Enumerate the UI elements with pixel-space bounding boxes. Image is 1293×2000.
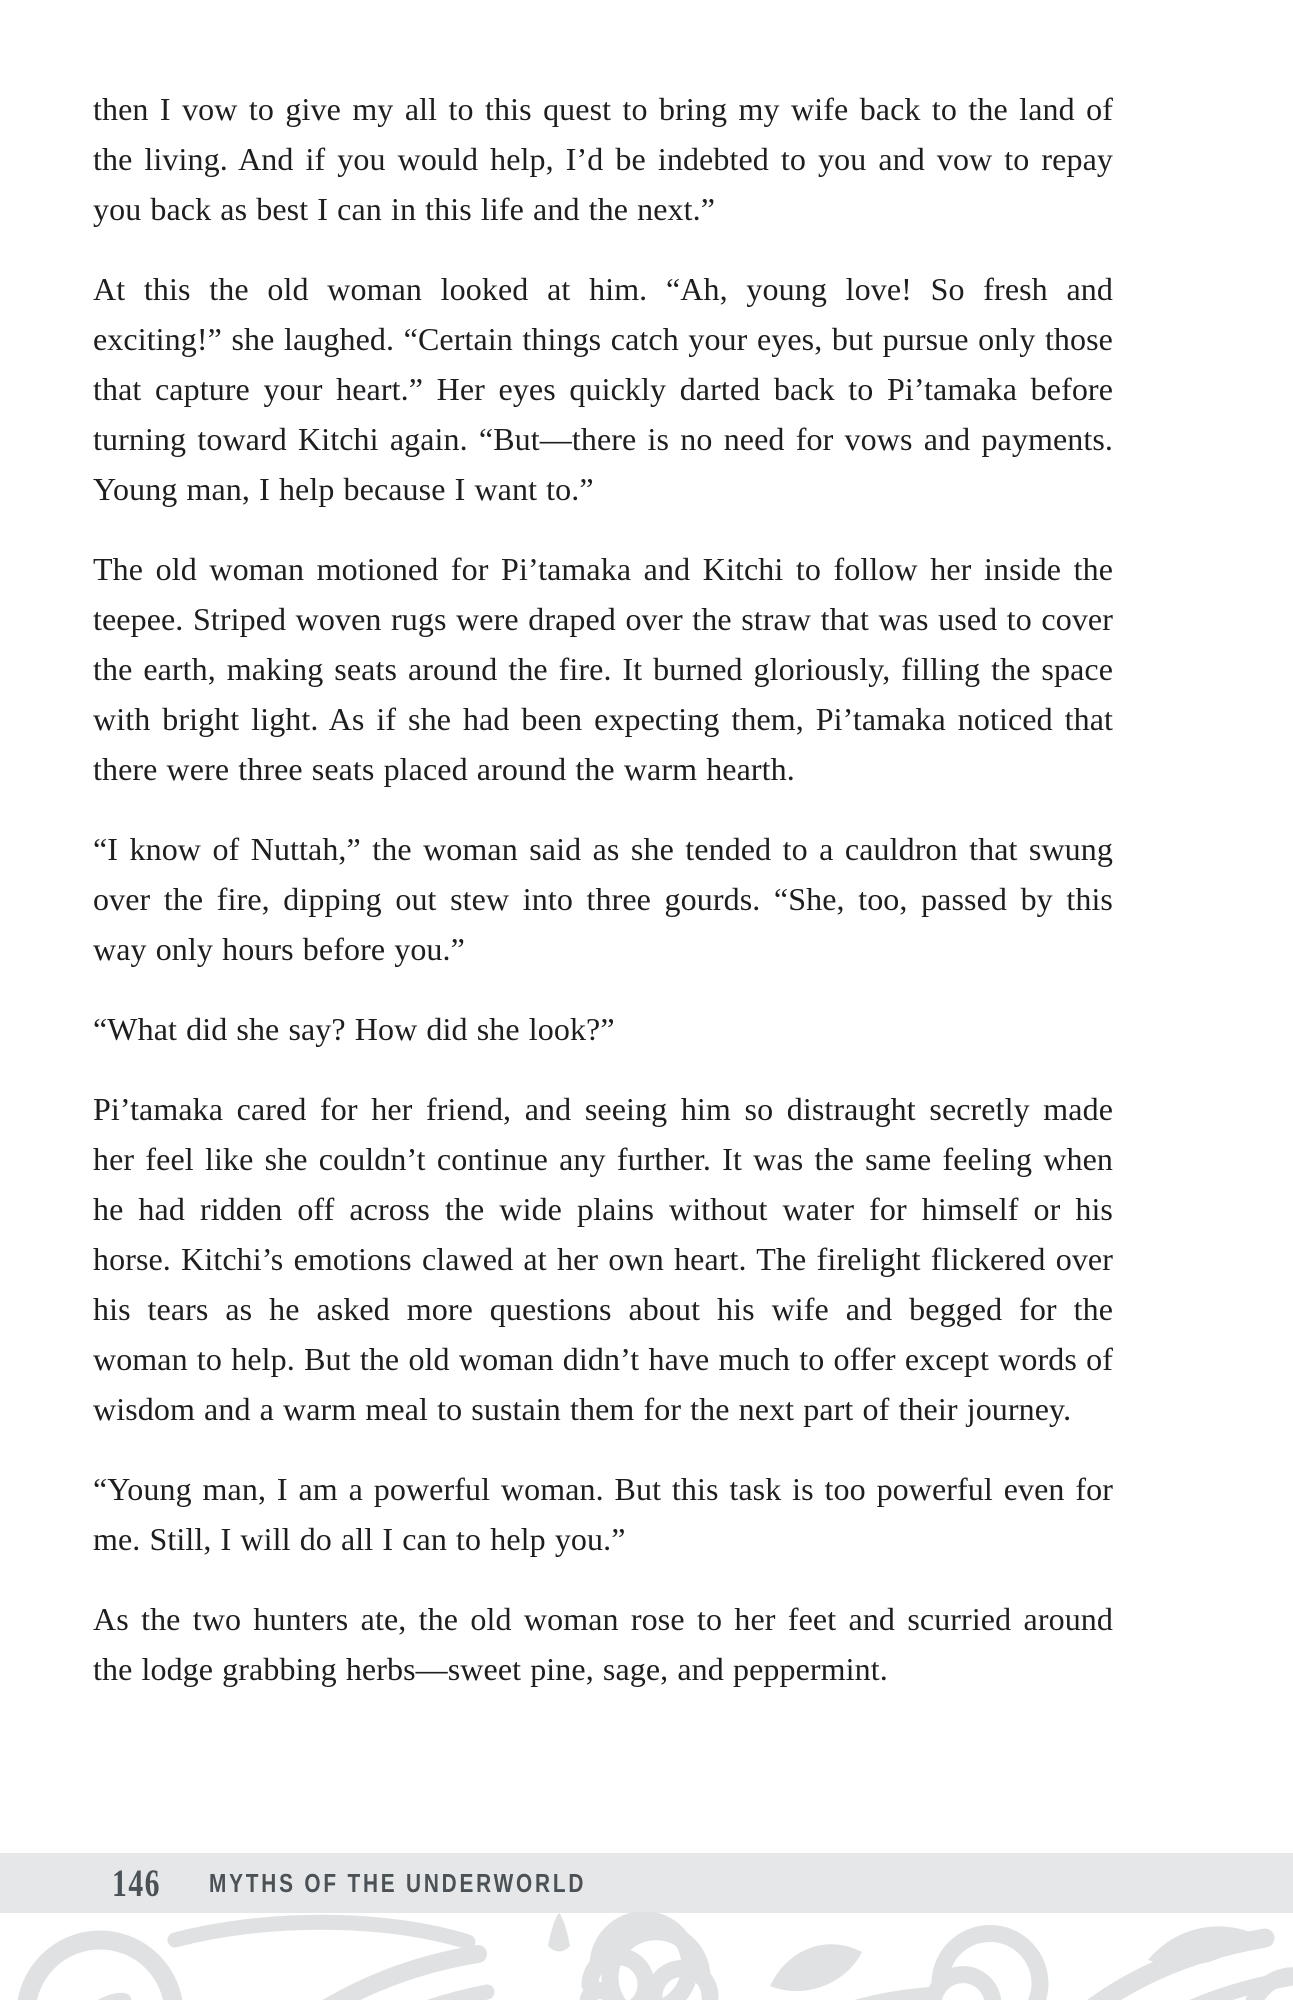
page-number: 146 (112, 1861, 162, 1905)
book-title: MYTHS OF THE UNDERWORLD (208, 1867, 586, 1898)
body-paragraph: then I vow to give my all to this quest to bring my wife back to the land of the living. And if you would help, I’d be indebted to you and vow to repay you back as best I can in this life and the next.” (93, 91, 1113, 227)
ornament-band (0, 1912, 1293, 2000)
body-paragraph: The old woman motioned for Pi’tamaka and Kitchi to follow her inside the teepee. Striped woven rugs were draped over the straw that was used to cover the earth, making seats around the fire. It burned gloriously, filling the space with bright light. As if she had been expecting them, Pi’tamaka noticed that there were three seats placed around the warm hearth. (93, 551, 1113, 787)
body-paragraph: At this the old woman looked at him. “Ah, young love! So fresh and exciting!” she laughed. “Certain things catch your eyes, but pursue only those that capture your heart.” Her eyes quickly darted back to Pi’tamaka before turning toward Kitchi again. “But—there is no need for vows and payments. Young man, I help because I want to.” (93, 271, 1113, 507)
body-paragraph: As the two hunters ate, the old woman rose to her feet and scurried around the lodge grabbing herbs—sweet pine, sage, and peppermint. (93, 1601, 1113, 1687)
body-paragraph: “I know of Nuttah,” the woman said as she tended to a cauldron that swung over the fire, dipping out stew into three gourds. “She, too, passed by this way only hours before you.” (93, 831, 1113, 967)
body-text (93, 84, 1113, 1724)
footer-bar (0, 1853, 1293, 1913)
body-paragraph: Pi’tamaka cared for her friend, and seeing him so distraught secretly made her feel like she couldn’t continue any further. It was the same feeling when he had ridden off across the wide plains without water for himself or his horse. Kitchi’s emotions clawed at her own heart. The firelight flickered over his tears as he asked more questions about his wife and begged for the woman to help. But the old woman didn’t have much to offer except words of wisdom and a warm meal to sustain them for the next part of their journey. (93, 1091, 1113, 1427)
body-paragraph: “What did she say? How did she look?” (93, 1011, 615, 1047)
koru-scroll-ornament-icon (0, 1912, 1293, 2000)
body-paragraph: “Young man, I am a powerful woman. But this task is too powerful even for me. Still, I will do all I can to help you.” (93, 1471, 1113, 1557)
